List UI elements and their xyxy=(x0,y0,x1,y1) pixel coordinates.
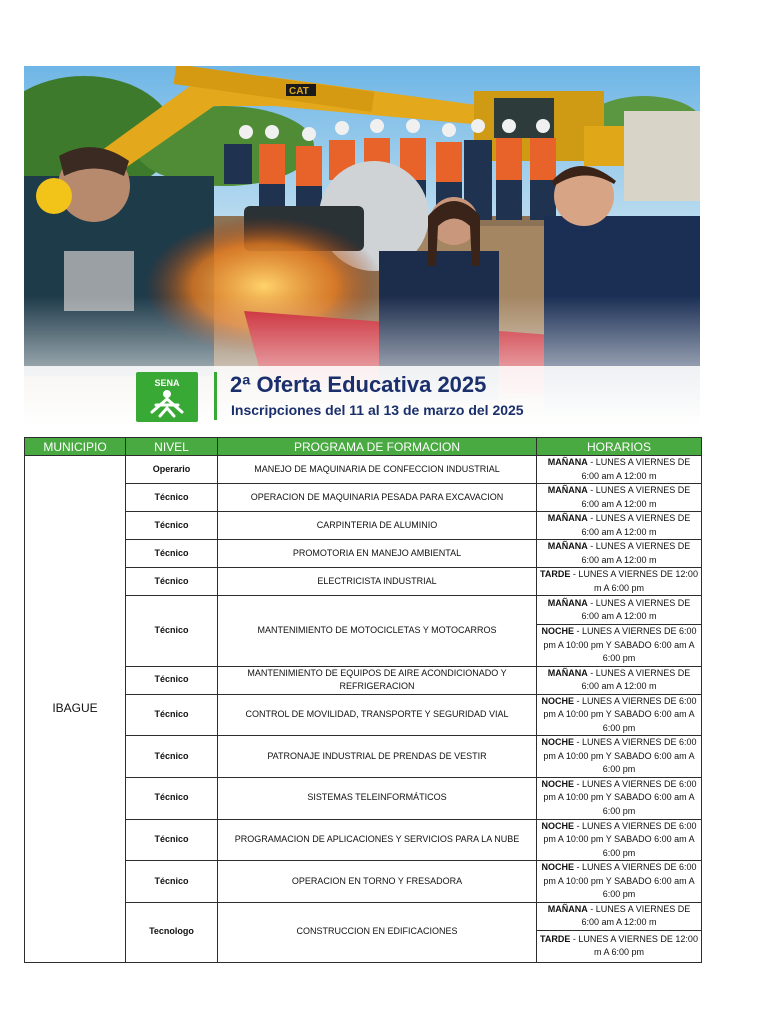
table-row xyxy=(25,666,702,694)
page-title: 2ª Oferta Educativa 2025 xyxy=(230,372,487,397)
horario-shift: NOCHE xyxy=(541,737,574,747)
horario-cell xyxy=(537,456,702,484)
programa-cell: OPERACION EN TORNO Y FRESADORA xyxy=(218,861,537,903)
horario-cell xyxy=(537,902,702,930)
nivel-cell: Técnico xyxy=(126,666,218,694)
nivel-cell: Operario xyxy=(126,456,218,484)
page-subtitle: Inscripciones del 11 al 13 de marzo del 2025 xyxy=(231,402,524,418)
program-schedule-table xyxy=(24,437,702,963)
programa-cell: CONTROL DE MOVILIDAD, TRANSPORTE Y SEGURIDAD VIAL xyxy=(218,694,537,736)
programa-cell: PATRONAJE INDUSTRIAL DE PRENDAS DE VESTIR xyxy=(218,736,537,778)
table-row xyxy=(25,694,702,736)
nivel-cell: Técnico xyxy=(126,736,218,778)
programa-cell: PROMOTORIA EN MANEJO AMBIENTAL xyxy=(218,540,537,568)
nivel-cell: Técnico xyxy=(126,596,218,667)
horario-detail: - LUNES A VIERNES DE 6:00 am A 12:00 m xyxy=(581,597,691,621)
horario-detail: - LUNES A VIERNES DE 6:00 am A 12:00 m xyxy=(581,667,691,691)
header-horarios: HORARIOS xyxy=(537,438,702,456)
horario-cell xyxy=(537,819,702,861)
hero-banner xyxy=(24,66,700,428)
horario-detail: - LUNES A VIERNES DE 6:00 pm A 10:00 pm Y SABADO 6:00 am A 6:00 pm xyxy=(543,695,697,733)
horario-detail: - LUNES A VIERNES DE 6:00 am A 12:00 m xyxy=(581,457,691,481)
nivel-cell: Técnico xyxy=(126,512,218,540)
horario-shift: NOCHE xyxy=(541,862,574,872)
excavator-brand: CAT xyxy=(289,86,309,97)
table-body xyxy=(25,456,702,963)
programa-cell: SISTEMAS TELEINFORMÁTICOS xyxy=(218,777,537,819)
horario-cell xyxy=(537,540,702,568)
table-row xyxy=(25,861,702,903)
sena-logo xyxy=(136,372,198,422)
horario-shift: NOCHE xyxy=(541,695,574,706)
programa-cell: MANTENIMIENTO DE EQUIPOS DE AIRE ACONDICIONADO Y REFRIGERACION xyxy=(218,666,537,694)
nivel-cell: Técnico xyxy=(126,568,218,596)
table-row xyxy=(25,512,702,540)
horario-detail: - LUNES A VIERNES DE 12:00 m A 6:00 pm xyxy=(570,933,698,957)
sena-logo-text: SENA xyxy=(154,378,180,388)
horario-cell xyxy=(537,568,702,596)
horario-cell xyxy=(537,777,702,819)
horario-cell xyxy=(537,694,702,736)
nivel-cell: Tecnologo xyxy=(126,902,218,962)
table-row xyxy=(25,777,702,819)
horario-detail: - LUNES A VIERNES DE 6:00 pm A 10:00 pm Y SABADO 6:00 am A 6:00 pm xyxy=(543,820,697,858)
horario-cell xyxy=(537,861,702,903)
programa-cell: ELECTRICISTA INDUSTRIAL xyxy=(218,568,537,596)
table-row xyxy=(25,484,702,512)
programa-cell: PROGRAMACION DE APLICACIONES Y SERVICIOS PARA LA NUBE xyxy=(218,819,537,861)
header-nivel: NIVEL xyxy=(126,438,218,456)
programa-cell: MANTENIMIENTO DE MOTOCICLETAS Y MOTOCARROS xyxy=(218,596,537,667)
horario-detail: - LUNES A VIERNES DE 6:00 pm A 10:00 pm Y SABADO 6:00 am A 6:00 pm xyxy=(543,626,697,663)
nivel-cell: Técnico xyxy=(126,694,218,736)
horario-detail: - LUNES A VIERNES DE 6:00 pm A 10:00 pm Y SABADO 6:00 am A 6:00 pm xyxy=(543,862,697,899)
nivel-cell: Técnico xyxy=(126,861,218,903)
horario-shift: MAÑANA xyxy=(547,541,588,551)
horario-detail: - LUNES A VIERNES DE 6:00 am A 12:00 m xyxy=(581,541,691,565)
horario-shift: MAÑANA xyxy=(547,667,588,678)
programa-cell: CONSTRUCCION EN EDIFICACIONES xyxy=(218,902,537,962)
table-row xyxy=(25,540,702,568)
table-row xyxy=(25,568,702,596)
horario-cell xyxy=(537,666,702,694)
nivel-cell: Técnico xyxy=(126,484,218,512)
header-programa: PROGRAMA DE FORMACION xyxy=(218,438,537,456)
horario-cell xyxy=(537,484,702,512)
programa-cell: CARPINTERIA DE ALUMINIO xyxy=(218,512,537,540)
programa-cell: OPERACION DE MAQUINARIA PESADA PARA EXCAVACION xyxy=(218,484,537,512)
horario-shift: MAÑANA xyxy=(547,457,588,467)
table-header-row xyxy=(25,438,702,456)
programa-cell: MANEJO DE MAQUINARIA DE CONFECCION INDUSTRIAL xyxy=(218,456,537,484)
horario-shift: NOCHE xyxy=(541,778,574,789)
horario-shift: MAÑANA xyxy=(547,903,588,914)
horario-cell xyxy=(537,930,702,962)
horario-shift: MAÑANA xyxy=(547,513,588,523)
horario-cell xyxy=(537,736,702,778)
horario-cell xyxy=(537,625,702,667)
table-row xyxy=(25,596,702,625)
table-row xyxy=(25,736,702,778)
nivel-cell: Técnico xyxy=(126,777,218,819)
horario-shift: MAÑANA xyxy=(547,597,588,608)
table-row xyxy=(25,819,702,861)
header-municipio: MUNICIPIO xyxy=(25,438,126,456)
horario-detail: - LUNES A VIERNES DE 6:00 am A 12:00 m xyxy=(581,485,691,509)
horario-detail: - LUNES A VIERNES DE 6:00 pm A 10:00 pm Y SABADO 6:00 am A 6:00 pm xyxy=(543,737,697,774)
nivel-cell: Técnico xyxy=(126,819,218,861)
table-row xyxy=(25,456,702,484)
horario-shift: TARDE xyxy=(540,569,571,579)
horario-cell xyxy=(537,596,702,625)
horario-detail: - LUNES A VIERNES DE 12:00 m A 6:00 pm xyxy=(570,569,698,593)
horario-shift: NOCHE xyxy=(541,626,574,636)
municipio-cell: IBAGUE xyxy=(25,456,126,963)
horario-shift: MAÑANA xyxy=(547,485,588,495)
table-row xyxy=(25,902,702,930)
horario-detail: - LUNES A VIERNES DE 6:00 pm A 10:00 pm Y SABADO 6:00 am A 6:00 pm xyxy=(543,778,697,816)
nivel-cell: Técnico xyxy=(126,540,218,568)
horario-detail: - LUNES A VIERNES DE 6:00 am A 12:00 m xyxy=(581,513,691,537)
horario-shift: NOCHE xyxy=(541,820,574,831)
horario-cell xyxy=(537,512,702,540)
horario-detail: - LUNES A VIERNES DE 6:00 am A 12:00 m xyxy=(581,903,691,927)
horario-shift: TARDE xyxy=(540,933,571,944)
title-divider xyxy=(214,372,217,420)
